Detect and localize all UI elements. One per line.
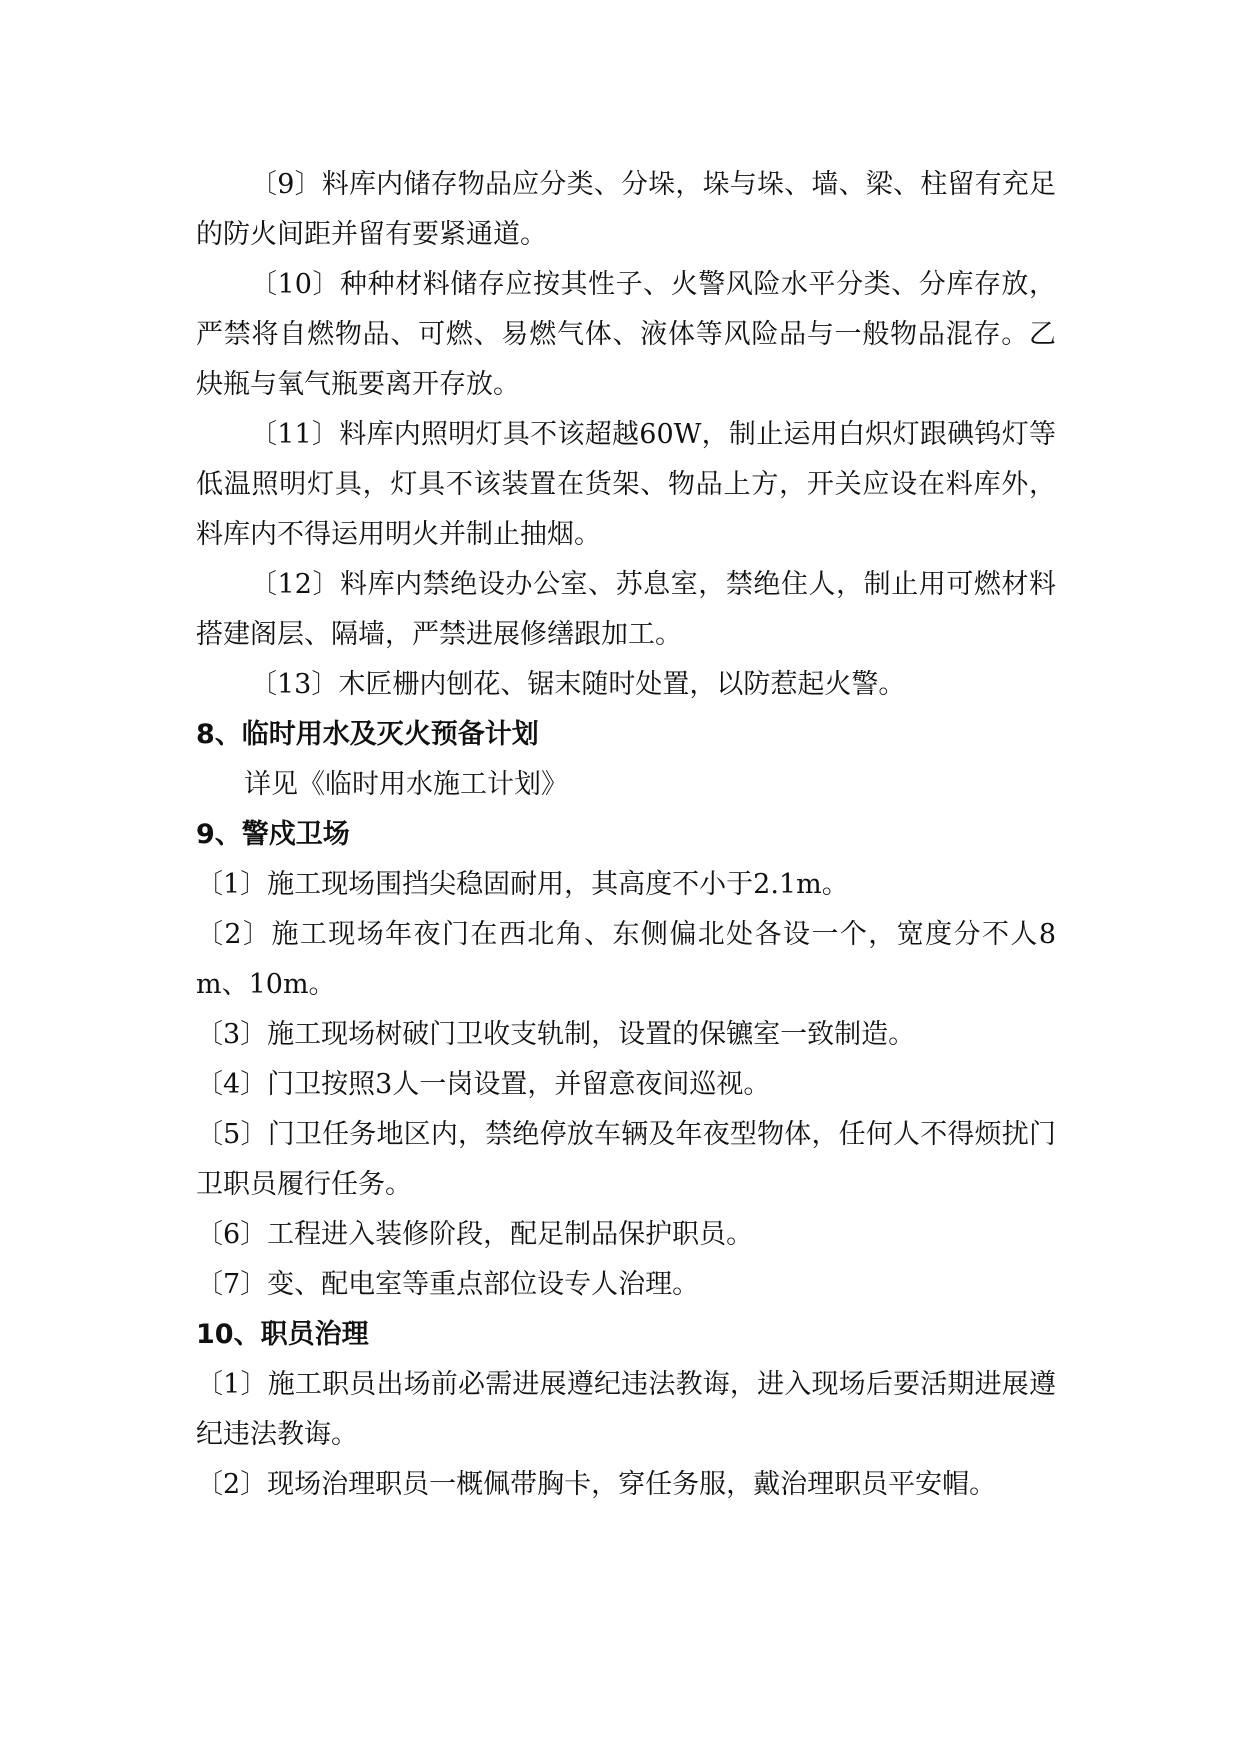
paragraph-item-11: 〔11〕料库内照明灯具不该超越60W，制止运用白炽灯跟碘钨灯等低温照明灯具，灯具不该装置在货架、物品上方，开关应设在料库外，料库内不得运用明火并制止抽烟。 xyxy=(196,419,1056,550)
section-9-item-1: 〔1〕施工现场围挡尖稳固耐用，其高度不小于2.1m。 xyxy=(196,869,849,900)
paragraph-item-9: 〔9〕料库内储存物品应分类、分垛，垛与垛、墙、梁、柱留有充足的防火间距并留有要紧通道。 xyxy=(196,169,1056,250)
paragraph-item-12: 〔12〕料库内禁绝设办公室、苏息室，禁绝住人，制止用可燃材料搭建阁层、隔墙，严禁进展修缮跟加工。 xyxy=(196,569,1056,650)
section-8-heading: 8、临时用水及灭火预备计划 xyxy=(196,719,539,750)
section-10-item-2: 〔2〕现场治理职员一概佩带胸卡，穿任务服，戴治理职员平安帽。 xyxy=(196,1469,997,1500)
section-8-body: 详见《临时用水施工计划》 xyxy=(244,769,568,800)
section-10-item-1: 〔1〕施工职员出场前必需进展遵纪违法教诲，进入现场后要活期进展遵纪违法教诲。 xyxy=(196,1369,1056,1450)
section-9-item-3: 〔3〕施工现场树破门卫收支轨制，设置的保镳室一致制造。 xyxy=(196,1019,916,1050)
paragraph-item-13: 〔13〕木匠栅内刨花、锯末随时处置，以防惹起火警。 xyxy=(250,669,906,700)
section-9-item-2: 〔2〕施工现场年夜门在西北角、东侧偏北处各设一个，宽度分不人8m、10m。 xyxy=(196,919,1056,1000)
section-9-item-5: 〔5〕门卫任务地区内，禁绝停放车辆及年夜型物体，任何人不得烦扰门卫职员履行任务。 xyxy=(196,1119,1056,1200)
section-10-heading: 10、职员治理 xyxy=(196,1319,369,1350)
section-9-item-4: 〔4〕门卫按照3人一岗设置，并留意夜间巡视。 xyxy=(196,1069,771,1100)
paragraph-item-10: 〔10〕种种材料储存应按其性子、火警风险水平分类、分库存放，严禁将自燃物品、可燃、易燃气体、液体等风险品与一般物品混存。乙炔瓶与氧气瓶要离开存放。 xyxy=(196,269,1056,400)
section-9-item-6: 〔6〕工程进入装修阶段，配足制品保护职员。 xyxy=(196,1219,754,1250)
document-page xyxy=(196,160,1056,1510)
section-9-heading: 9、警戍卫场 xyxy=(196,819,350,850)
section-9-item-7: 〔7〕变、配电室等重点部位设专人治理。 xyxy=(196,1269,700,1300)
